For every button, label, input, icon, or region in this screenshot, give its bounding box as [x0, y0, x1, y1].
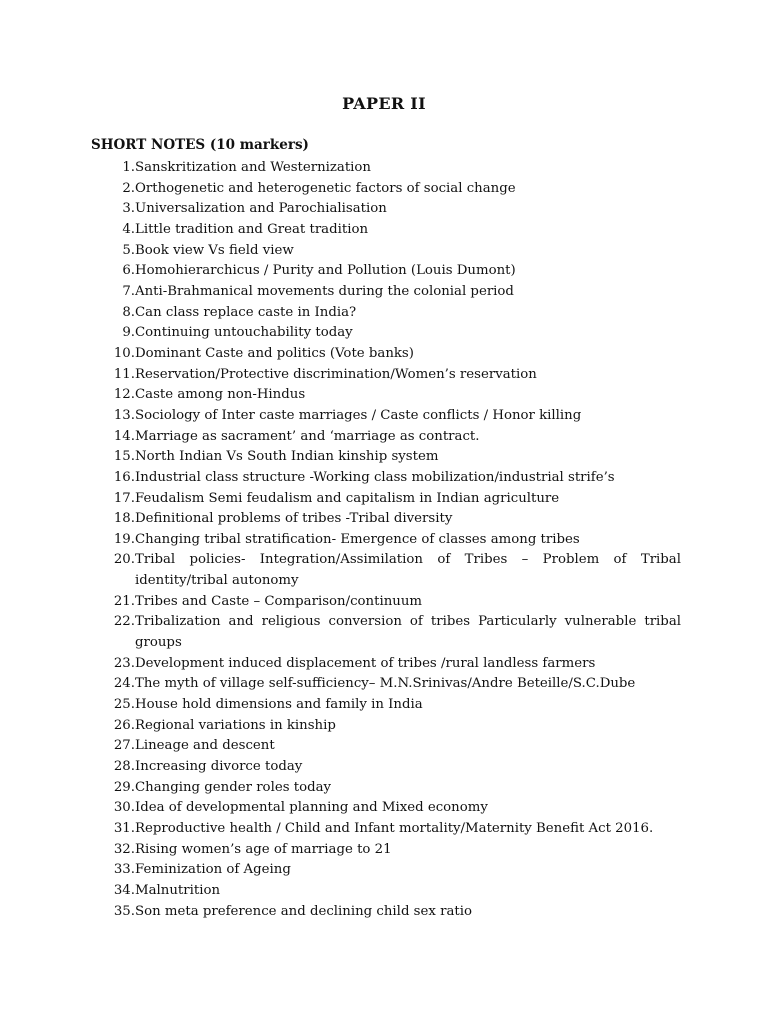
- list-item-text: Feudalism Semi feudalism and capitalism in Indian agriculture: [135, 490, 560, 506]
- list-item-number: 22.: [113, 614, 135, 630]
- list-item: [91, 881, 681, 902]
- list-item-text: Sanskritization and Westernization: [135, 160, 372, 175]
- list-item: [91, 592, 681, 613]
- list-item-text: Tribes and Caste – Comparison/continuum: [135, 593, 422, 609]
- list-item-number: 1.: [122, 160, 135, 175]
- list-item-text: Sociology of Inter caste marriages / Caste conflicts / Honor killing: [135, 407, 582, 423]
- list-item-text: Marriage as sacrament’ and ‘marriage as contract.: [135, 428, 480, 444]
- list-item: [91, 840, 681, 861]
- list-item: [91, 158, 681, 179]
- list-item-text: Changing tribal stratification- Emergence of classes among tribes: [135, 531, 580, 547]
- list-item-number: 11.: [113, 366, 135, 382]
- list-item: [91, 344, 681, 365]
- list-item-text: North Indian Vs South Indian kinship system: [135, 449, 439, 465]
- list-item: [91, 282, 681, 303]
- list-item: [91, 303, 681, 324]
- list-item-number: 28.: [113, 759, 135, 775]
- list-item-number: 12.: [113, 387, 135, 403]
- list-item-text: The myth of village self-sufficiency– M.N.Srinivas/Andre Beteille/S.C.Dube: [135, 676, 636, 692]
- list-item-text: Caste among non-Hindus: [135, 387, 306, 403]
- list-item-number: 4.: [122, 221, 135, 237]
- list-item: [91, 241, 681, 262]
- list-item-number: 3.: [122, 201, 135, 217]
- list-item: [91, 179, 681, 200]
- list-item: [91, 736, 681, 757]
- list-item: [91, 489, 681, 510]
- list-item-number: 16.: [113, 469, 135, 485]
- list-item-number: 27.: [113, 738, 135, 754]
- list-item: [91, 654, 681, 675]
- list-item-text: Book view Vs field view: [135, 242, 294, 258]
- list-item-number: 20.: [113, 552, 135, 568]
- list-item-text: Regional variations in kinship: [135, 717, 336, 733]
- list-item-number: 5.: [122, 242, 135, 258]
- list-item-text: Definitional problems of tribes -Tribal diversity: [135, 511, 453, 527]
- list-item: [91, 757, 681, 778]
- list-item-number: 15.: [113, 449, 135, 465]
- list-item-text: Tribal policies- Integration/Assimilation of Tribes – Problem of Tribal identity/tribal autonomy: [135, 552, 681, 589]
- short-notes-list: [91, 158, 681, 922]
- list-item-number: 2.: [122, 180, 135, 196]
- list-item-text: Development induced displacement of tribes /rural landless farmers: [135, 655, 596, 671]
- list-item-text: Can class replace caste in India?: [135, 304, 357, 320]
- list-item-number: 9.: [122, 325, 135, 341]
- list-item-number: 25.: [113, 697, 135, 713]
- list-item: [91, 323, 681, 344]
- list-item: [91, 674, 681, 695]
- list-item: [91, 612, 681, 653]
- list-item: [91, 819, 681, 840]
- list-item: [91, 385, 681, 406]
- list-item-text: House hold dimensions and family in India: [135, 697, 423, 713]
- list-item-text: Lineage and descent: [135, 738, 275, 754]
- list-item: [91, 509, 681, 530]
- list-item: [91, 365, 681, 386]
- list-item-text: Orthogenetic and heterogenetic factors of social change: [135, 180, 516, 196]
- list-item-number: 18.: [113, 511, 135, 527]
- list-item-number: 24.: [113, 676, 135, 692]
- list-item-text: Dominant Caste and politics (Vote banks): [135, 345, 414, 361]
- list-item: [91, 550, 681, 591]
- list-item: [91, 447, 681, 468]
- list-item-text: Increasing divorce today: [135, 759, 303, 775]
- list-item-number: 33.: [113, 862, 135, 878]
- list-item-text: Feminization of Ageing: [135, 862, 291, 878]
- list-item-number: 21.: [113, 593, 135, 609]
- list-item-text: Malnutrition: [135, 882, 221, 898]
- list-item-text: Continuing untouchability today: [135, 325, 353, 341]
- list-item-number: 10.: [113, 345, 135, 361]
- list-item-text: Homohierarchicus / Purity and Pollution (Louis Dumont): [135, 263, 516, 279]
- list-item: [91, 798, 681, 819]
- list-item: [91, 261, 681, 282]
- list-item-text: Reservation/Protective discrimination/Women’s reservation: [135, 366, 537, 382]
- list-item-number: 7.: [122, 283, 135, 299]
- list-item-number: 26.: [113, 717, 135, 733]
- list-item-text: Anti-Brahmanical movements during the colonial period: [135, 283, 514, 299]
- list-item-text: Son meta preference and declining child sex ratio: [135, 903, 472, 919]
- list-item-number: 31.: [113, 821, 135, 836]
- list-item-number: 32.: [113, 841, 135, 857]
- list-item-text: Rising women’s age of marriage to 21: [135, 841, 392, 857]
- list-item-text: Universalization and Parochialisation: [135, 201, 387, 217]
- section-heading: SHORT NOTES (10 markers): [91, 137, 309, 153]
- list-item-number: 19.: [113, 531, 135, 547]
- list-item-number: 14.: [113, 428, 135, 444]
- list-item-text: Industrial class structure -Working class mobilization/industrial strife’s: [135, 469, 615, 485]
- list-item-number: 6.: [122, 263, 135, 279]
- list-item: [91, 902, 681, 923]
- list-item: [91, 695, 681, 716]
- list-item: [91, 220, 681, 241]
- list-item-number: 23.: [113, 655, 135, 671]
- list-item-text: Little tradition and Great tradition: [135, 221, 369, 237]
- list-item-text: Reproductive health / Child and Infant mortality/Maternity Benefit Act 2016.: [135, 821, 654, 836]
- list-item-number: 29.: [113, 779, 135, 795]
- list-item-text: Tribalization and religious conversion of tribes Particularly vulnerable tribal groups: [135, 614, 681, 651]
- list-item: [91, 530, 681, 551]
- list-item: [91, 860, 681, 881]
- list-item-text: Idea of developmental planning and Mixed economy: [135, 800, 488, 816]
- list-item-number: 30.: [113, 800, 135, 816]
- list-item-number: 17.: [113, 490, 135, 506]
- page-title: PAPER II: [342, 94, 426, 113]
- list-item-number: 35.: [113, 903, 135, 919]
- list-item-number: 13.: [113, 407, 135, 423]
- list-item: [91, 427, 681, 448]
- list-item-number: 34.: [113, 882, 135, 898]
- list-item-number: 8.: [122, 304, 135, 320]
- list-item-text: Changing gender roles today: [135, 779, 332, 795]
- list-item: [91, 468, 681, 489]
- list-item: [91, 406, 681, 427]
- list-item: [91, 778, 681, 799]
- list-item: [91, 716, 681, 737]
- list-item: [91, 199, 681, 220]
